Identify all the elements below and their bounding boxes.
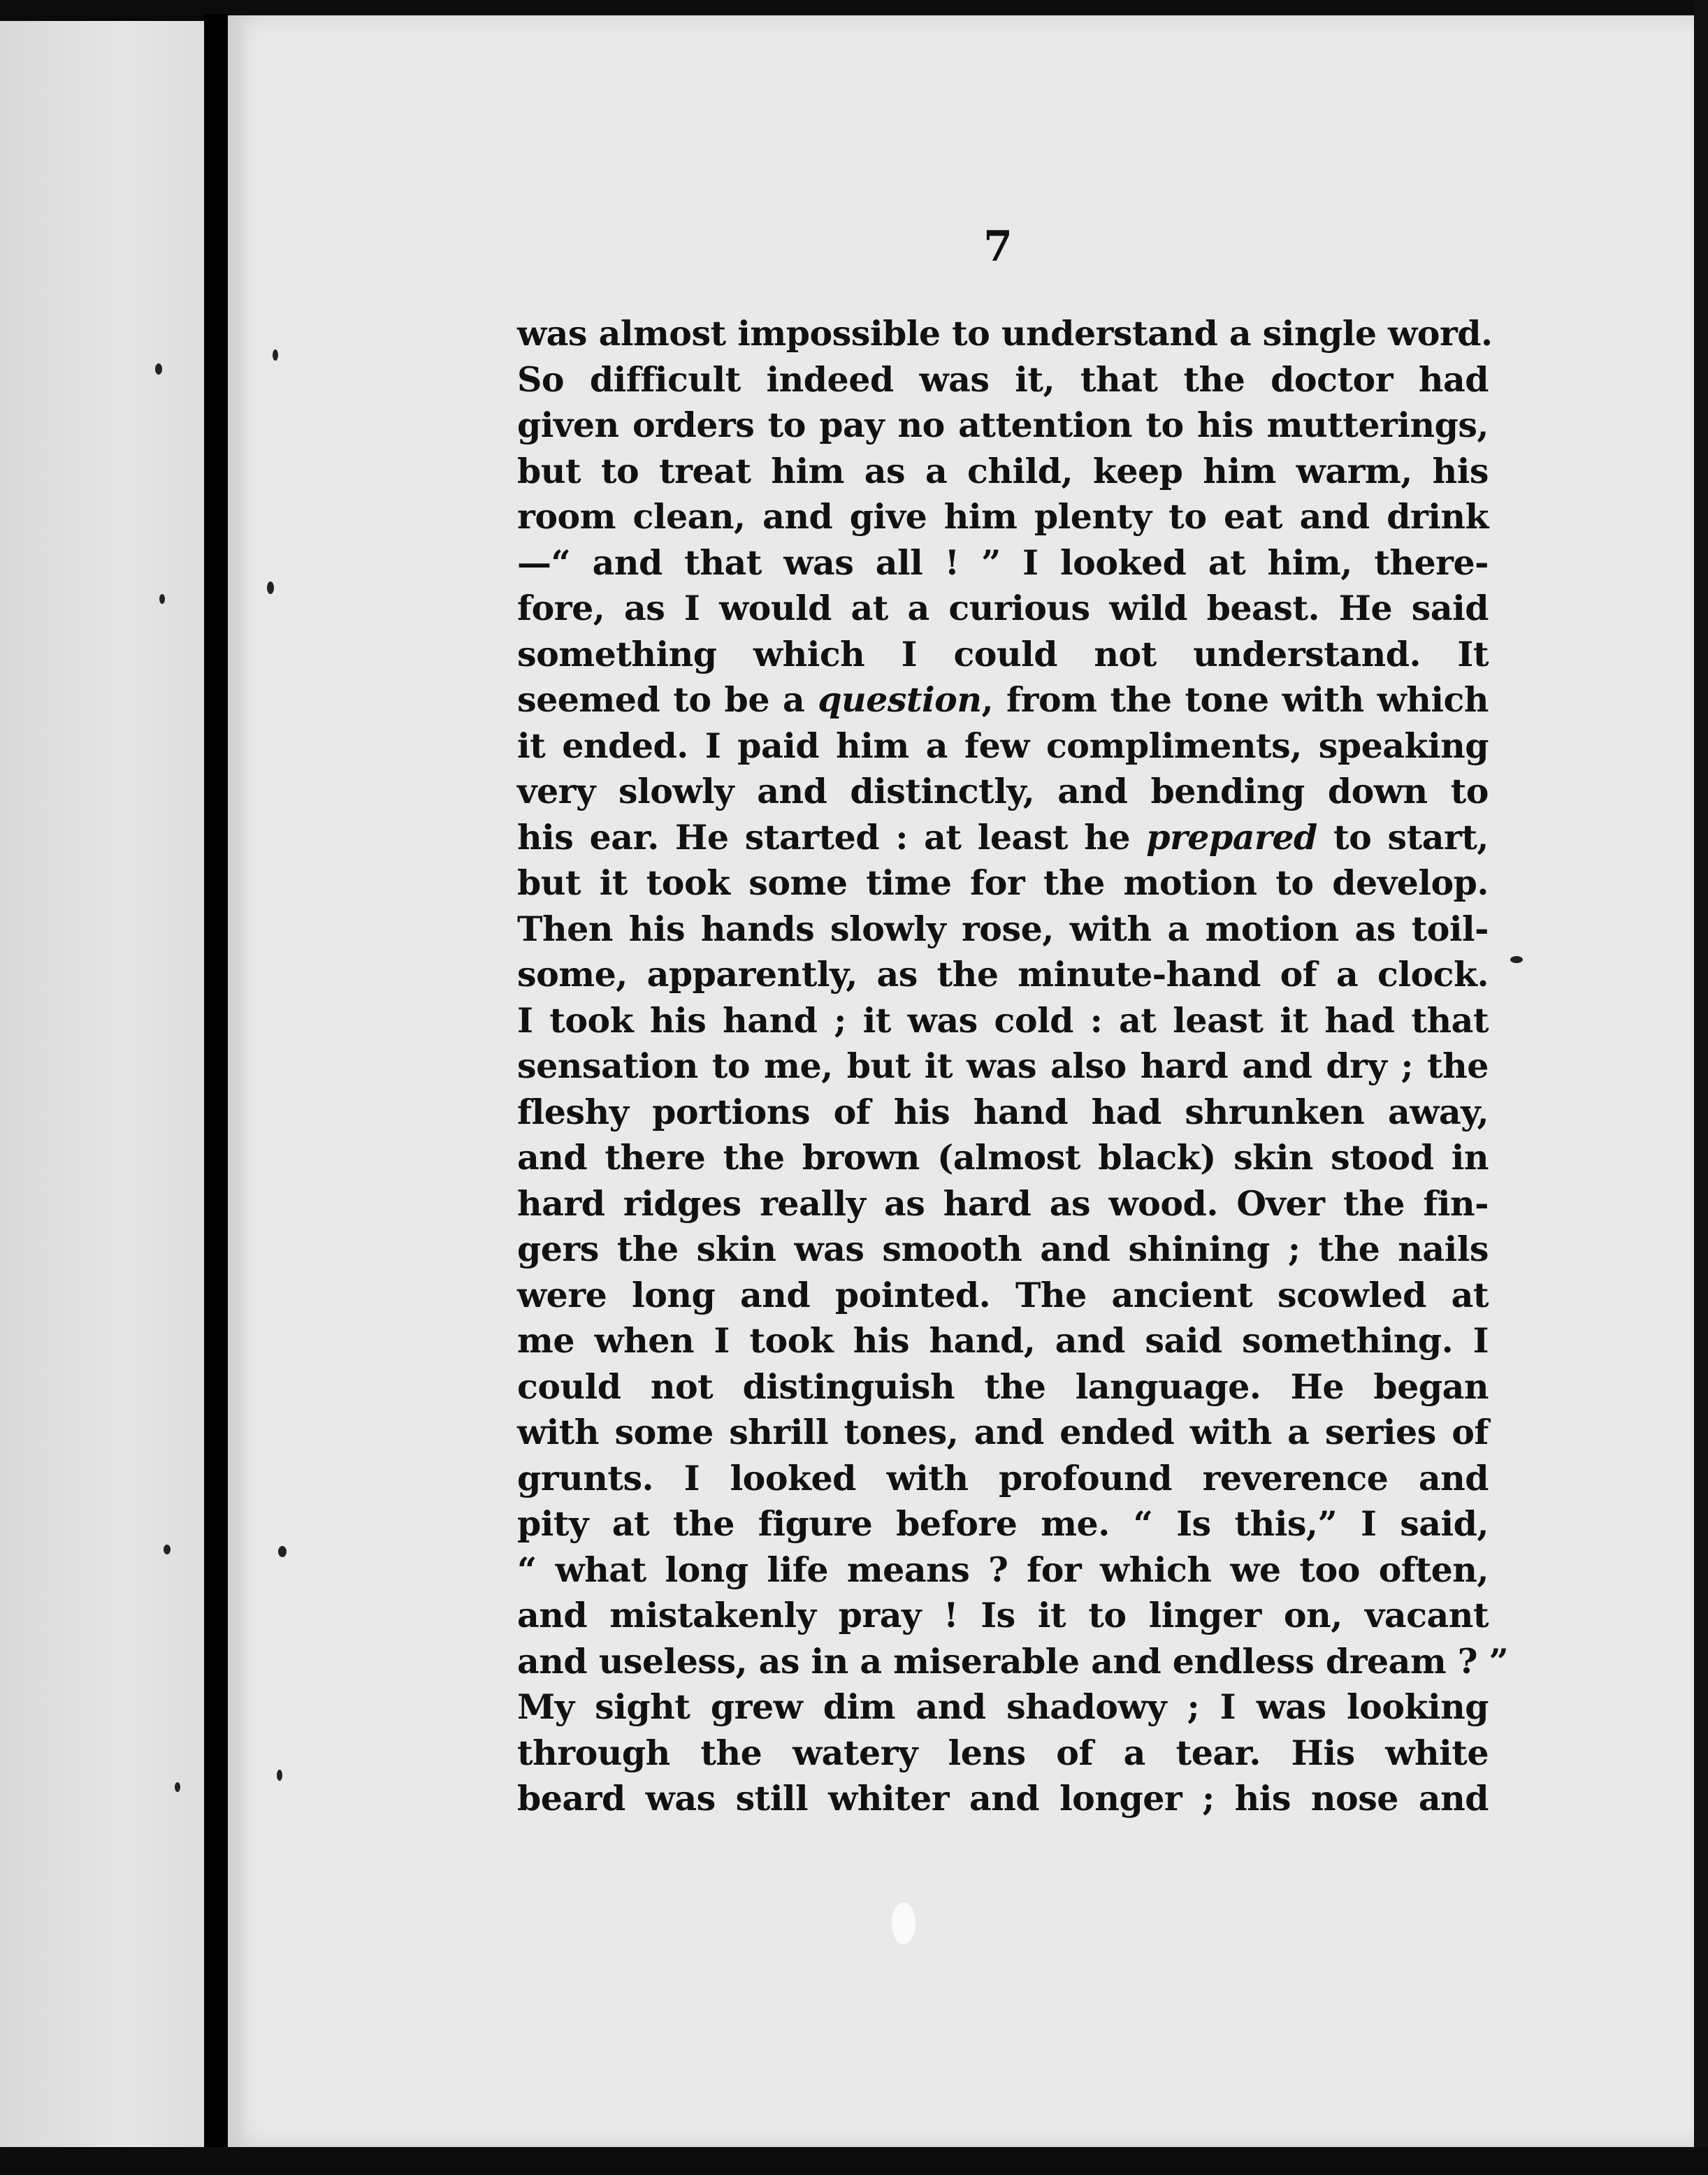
speck-mark (277, 1770, 282, 1781)
text-line: with some shrill tones, and ended with a series of (517, 1412, 1489, 1452)
text-line: was almost impossible to understand a single word. (517, 313, 1493, 354)
speck-mark (175, 1782, 180, 1792)
text-line: So difficult indeed was it, that the doctor had (517, 359, 1489, 400)
speck-mark (1510, 956, 1523, 963)
text-line: “ what long life means ? for which we too often, (517, 1549, 1489, 1590)
text-line: his ear. He started : at least he prepared to start, (517, 816, 1489, 858)
text-line: Then his hands slowly rose, with a motion as toil- (517, 908, 1489, 949)
text-line: could not distinguish the language. He began (517, 1366, 1489, 1407)
text-line: sensation to me, but it was also hard and dry ; the (517, 1046, 1489, 1086)
text-line: it ended. I paid him a few compliments, speaking (517, 725, 1489, 766)
speck-mark (273, 349, 278, 361)
text-line: something which I could not understand. It (517, 633, 1489, 674)
text-line: room clean, and give him plenty to eat and drink (517, 496, 1489, 537)
speck-mark (155, 363, 162, 375)
text-line: and useless, as in a miserable and endless dream ? ” (517, 1640, 1509, 1682)
italic-word: prepared (1146, 816, 1317, 858)
speck-mark (267, 581, 274, 594)
italic-word: question (818, 679, 982, 720)
text-line: pity at the figure before me. “ Is this,” I said, (517, 1503, 1489, 1544)
text-line: very slowly and distinctly, and bending down to (517, 771, 1489, 811)
text-line: gers the skin was smooth and shining ; the nails (517, 1229, 1489, 1269)
scan-top-border (0, 0, 1708, 15)
text-line: hard ridges really as hard as wood. Over the fin- (517, 1183, 1489, 1224)
text-line: but it took some time for the motion to develop. (517, 862, 1489, 903)
speck-mark (278, 1546, 287, 1557)
text-line: and there the brown (almost black) skin stood in (517, 1137, 1489, 1178)
page-number: 7 (983, 222, 1013, 271)
text-line: and mistakenly pray ! Is it to linger on, vacant (517, 1595, 1489, 1635)
text-line: grunts. I looked with profound reverence and (517, 1457, 1489, 1498)
text-line: seemed to be a question, from the tone with which (517, 679, 1489, 720)
text-line: through the watery lens of a tear. His white (517, 1732, 1489, 1773)
text-line: given orders to pay no attention to his mutterings, (517, 405, 1489, 445)
scan-right-border (1694, 0, 1708, 2175)
body-text (517, 311, 1509, 1822)
text-line: I took his hand ; it was cold : at least it had that (517, 999, 1489, 1041)
scan-bottom-border (0, 2147, 1708, 2175)
speck-mark (164, 1545, 171, 1554)
text-line: some, apparently, as the minute-hand of a clock. (517, 954, 1489, 995)
text-line: fleshy portions of his hand had shrunken away, (517, 1091, 1489, 1132)
speck-mark (159, 594, 165, 604)
binding-gutter (204, 14, 228, 2175)
text-line: My sight grew dim and shadowy ; I was looking (517, 1686, 1489, 1727)
left-facing-page (0, 21, 210, 2160)
text-line: me when I took his hand, and said something. I (517, 1320, 1489, 1361)
text-line: were long and pointed. The ancient scowled at (517, 1274, 1489, 1315)
text-line: but to treat him as a child, keep him warm, his (517, 450, 1489, 491)
text-line: fore, as I would at a curious wild beast. He said (517, 588, 1489, 628)
paper-blemish (892, 1902, 915, 1944)
text-line: —“ and that was all ! ” I looked at him, there- (517, 542, 1489, 583)
text-line: beard was still whiter and longer ; his nose and (517, 1778, 1489, 1819)
